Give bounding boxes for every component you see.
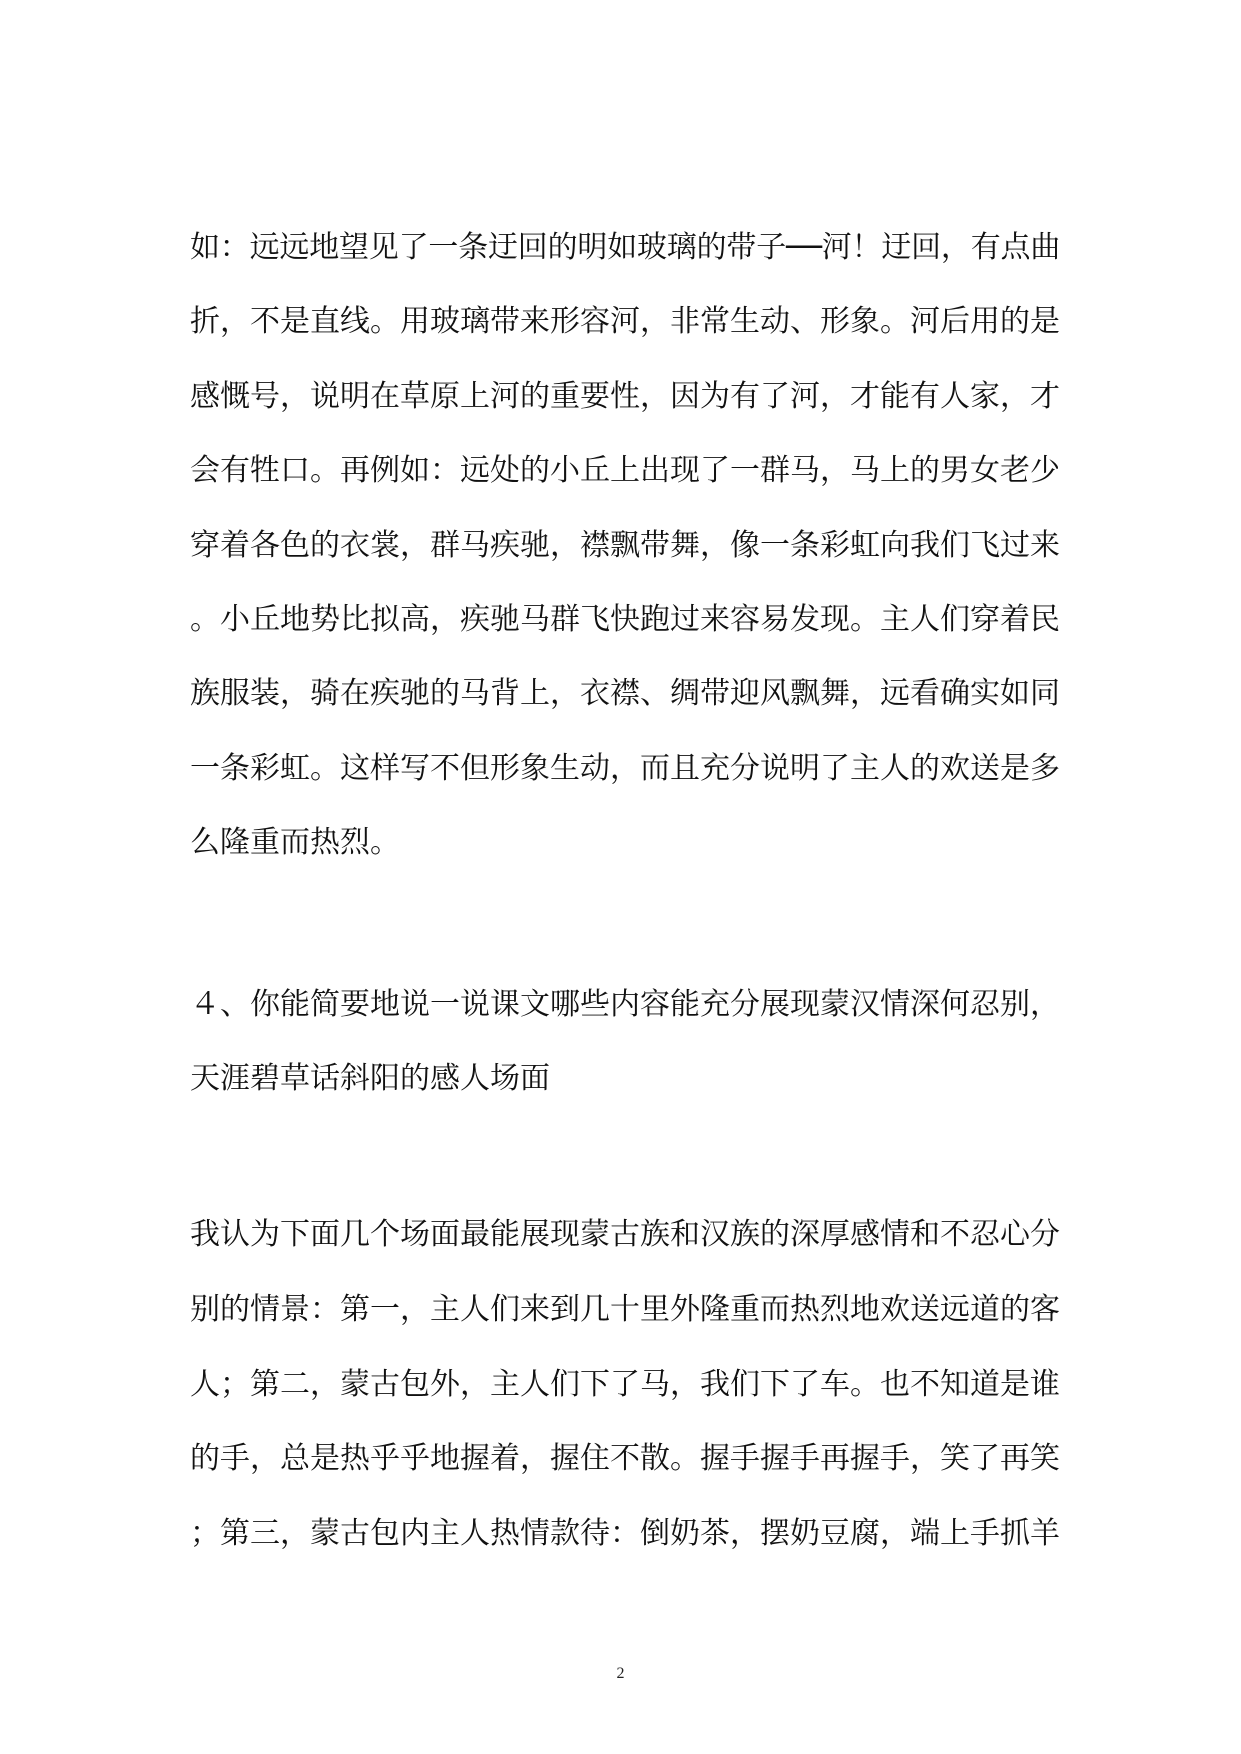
text-line: 我认为下面几个场面最能展现蒙古族和汉族的深厚感情和不忍心分	[190, 1217, 1060, 1252]
text-line: 族服装，骑在疾驰的马背上，衣襟、绸带迎风飘舞，远看确实如同	[190, 676, 1060, 712]
text-line: ４、你能简要地说一说课文哪些内容能充分展现蒙汉情深何忍别，	[190, 987, 1060, 1022]
text-line: 人；第二，蒙古包外，主人们下了马，我们下了车。也不知道是谁	[190, 1366, 1060, 1402]
page-number: 2	[616, 1665, 625, 1682]
text-line: 感慨号，说明在草原上河的重要性，因为有了河，才能有人家，才	[190, 378, 1060, 414]
text-line: 穿着各色的衣裳，群马疾驰，襟飘带舞，像一条彩虹向我们飞过来	[190, 527, 1060, 563]
text-line: 一条彩虹。这样写不但形象生动，而且充分说明了主人的欢送是多	[190, 750, 1060, 786]
text-line: 会有牲口。再例如：远处的小丘上出现了一群马，马上的男女老少	[190, 453, 1060, 489]
text-line: 么隆重而热烈。	[190, 825, 400, 861]
text-line: 天涯碧草话斜阳的感人场面	[190, 1061, 550, 1096]
text-line: 的手，总是热乎乎地握着，握住不散。握手握手再握手，笑了再笑	[190, 1441, 1060, 1477]
text-line: 折，不是直线。用玻璃带来形容河，非常生动、形象。河后用的是	[190, 304, 1060, 340]
text-line: 。小丘地势比拟高，疾驰马群飞快跑过来容易发现。主人们穿着民	[190, 601, 1060, 637]
text-line: 别的情景：第一，主人们来到几十里外隆重而热烈地欢送远道的客	[190, 1291, 1060, 1327]
text-line: 如：远远地望见了一条迂回的明如玻璃的带子──河！迂回，有点曲	[190, 230, 1061, 265]
text-line: ；第三，蒙古包内主人热情款待：倒奶茶，摆奶豆腐，端上手抓羊	[190, 1516, 1060, 1552]
paragraph-answer	[190, 1217, 1060, 1594]
question-heading	[190, 987, 1060, 1138]
paragraph-example-description	[190, 230, 1061, 903]
